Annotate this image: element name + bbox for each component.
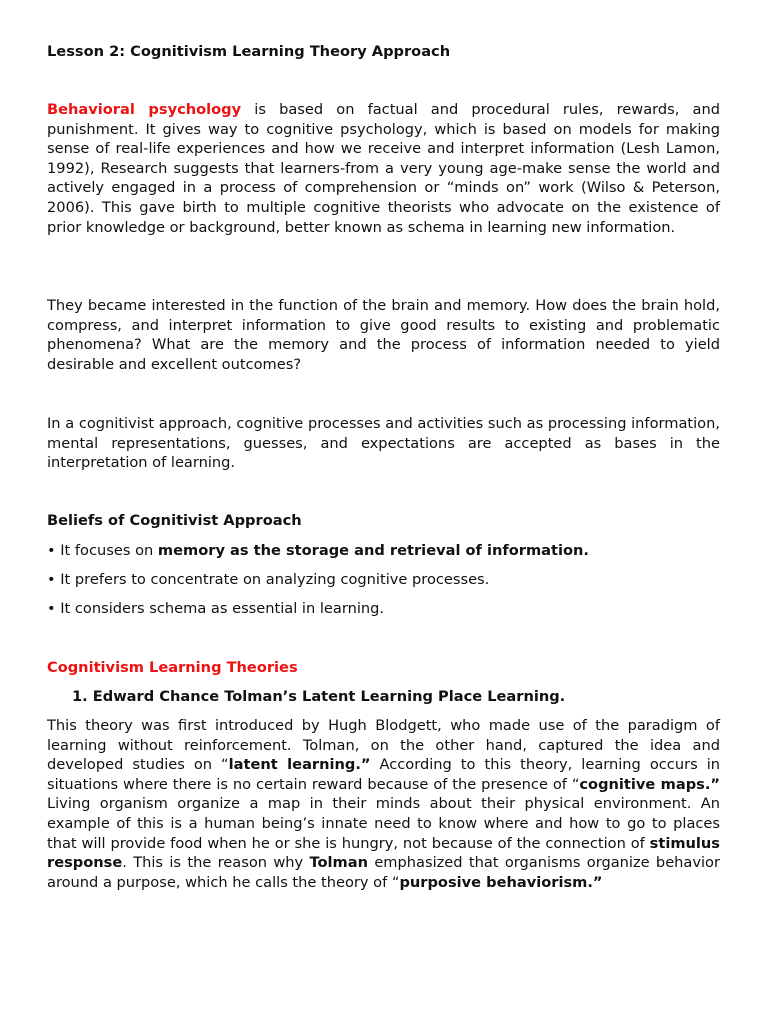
paragraph-cognitivist-approach: In a cognitivist approach, cognitive processes and activities such as processing information, mental representations, guesses, and expectations are accepted as bases in the interpretation of learning.: [47, 415, 720, 472]
behavioral-psychology-term: Behavioral psychology: [47, 101, 242, 118]
lesson-title: Lesson 2: Cognitivism Learning Theory Approach: [47, 43, 451, 60]
paragraph-text: . This is the reason why: [122, 854, 310, 872]
paragraph-text: emphasized that organisms organize behavior around a purpose, which he calls the theory of “: [47, 854, 720, 891]
term-latent-learning: latent learning.”: [228, 756, 371, 774]
belief-text: • It focuses on: [47, 542, 158, 559]
paragraph-behavioral-psychology: [47, 100, 720, 237]
paragraph-latent-learning: [47, 716, 720, 892]
theories-heading: Cognitivism Learning Theories: [47, 659, 298, 676]
paragraph-text: Living organism organize a map in their minds about their physical environment. An example of this is a human being’s innate need to know where and how to go to places that will provide food when he or she is hungry, not because of the connection of: [47, 795, 720, 852]
belief-item-schema: • It considers schema as essential in learning.: [47, 600, 385, 617]
belief-item-memory: [47, 541, 720, 561]
beliefs-heading: Beliefs of Cognitivist Approach: [47, 512, 302, 529]
paragraph-text: This theory was first introduced by Hugh Blodgett, who made use of the paradigm of learning without reinforcement. Tolman, on the other hand, captured the idea and developed studies on “: [47, 717, 720, 774]
term-purposive-behaviorism: purposive behaviorism.”: [399, 873, 603, 891]
term-tolman: Tolman: [309, 854, 368, 872]
paragraph-text: According to this theory, learning occurs in situations where there is no certain reward because of the presence of “: [47, 756, 720, 793]
term-stimulus-response: stimulus response: [47, 834, 720, 872]
paragraph-text: is based on factual and procedural rules, rewards, and punishment. It gives way to cognitive psychology, which is based on models for making sense of real-life experiences and how we receive and interpret information (Lesh Lamon, 1992), Research suggests that learners-from a very young age-make sense the world and actively engaged in a process of comprehension or “minds on” work (Wilso & Peterson, 2006). This gave birth to multiple cognitive theorists who advocate on the existence of prior knowledge or background, better known as schema in learning new information.: [47, 101, 720, 236]
paragraph-brain-memory: They became interested in the function of the brain and memory. How does the brain hold, compress, and interpret information to give good results to existing and problematic phenomena? What are the memory and the process of information needed to yield desirable and excellent outcomes?: [47, 297, 720, 373]
numbered-item-tolman: 1. Edward Chance Tolman’s Latent Learning Place Learning.: [72, 688, 566, 705]
belief-item-cognitive-processes: • It prefers to concentrate on analyzing cognitive processes.: [47, 571, 490, 588]
term-cognitive-maps: cognitive maps.”: [579, 775, 720, 793]
belief-emphasis: memory as the storage and retrieval of information.: [157, 542, 589, 559]
